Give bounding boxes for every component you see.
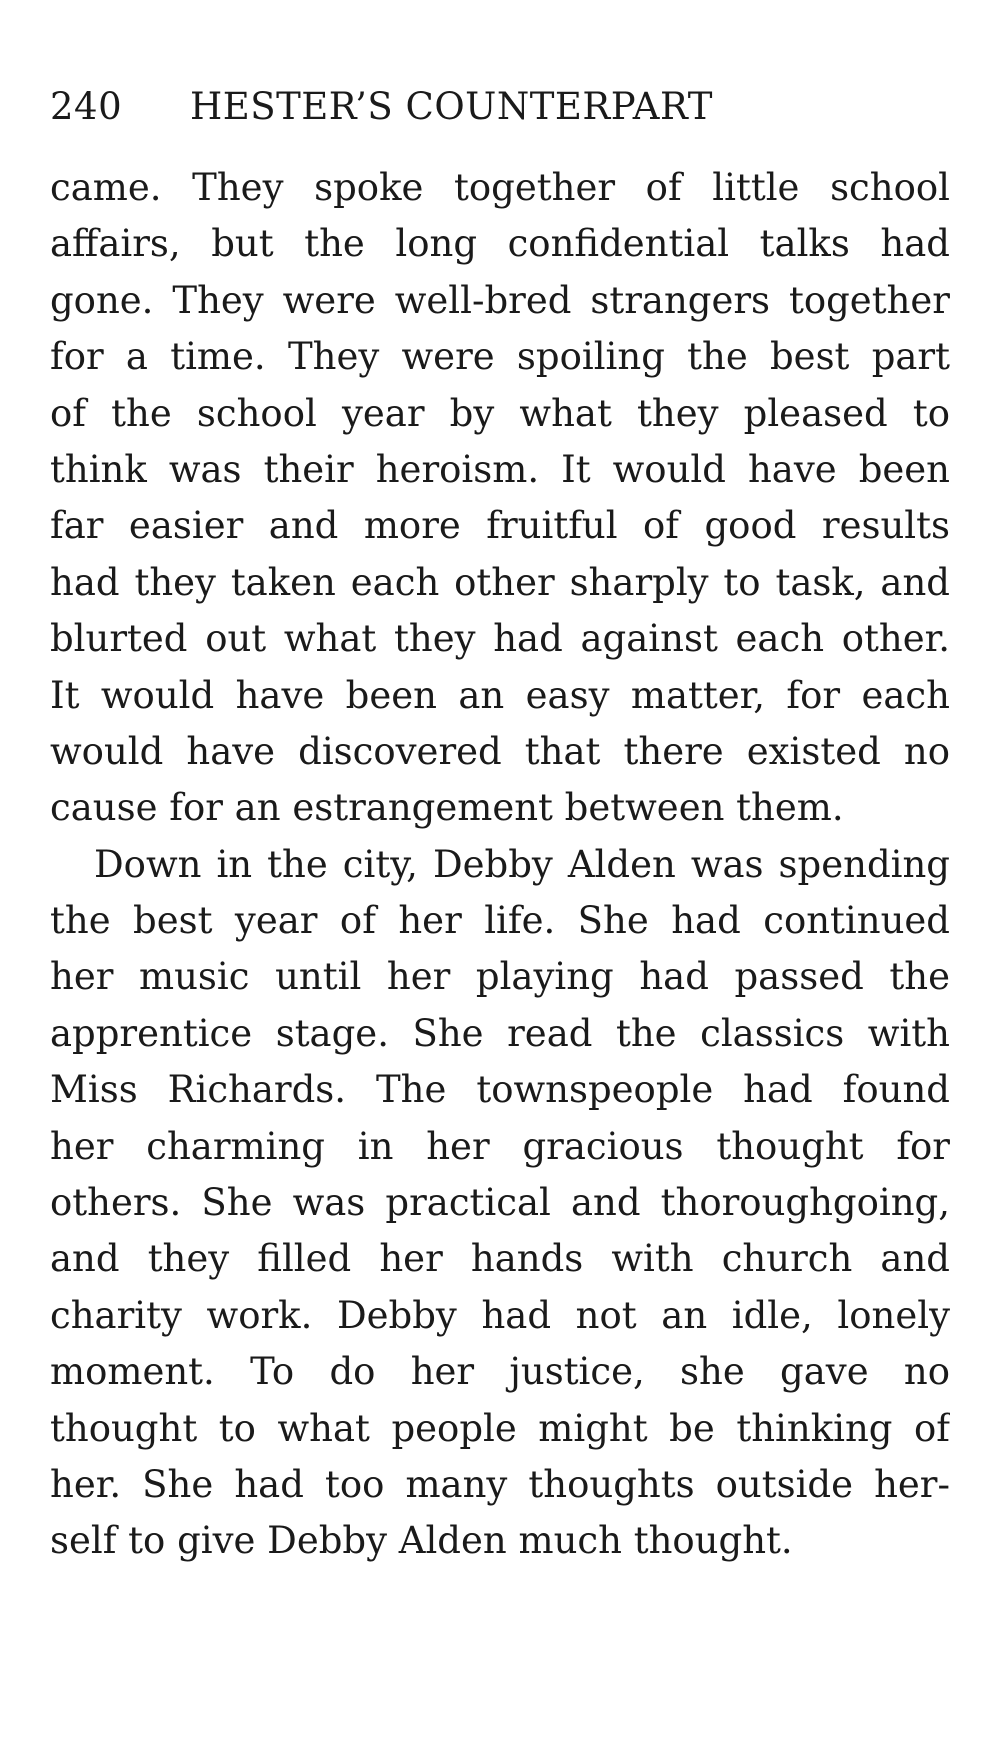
text-line: the best year of her life. She had continued: [50, 899, 950, 943]
text-line: would have discovered that there existed no: [50, 729, 950, 773]
running-title: HESTER’S COUNTERPART: [190, 85, 713, 128]
paragraph-1: [50, 160, 950, 837]
text-line: for a time. They were spoiling the best part: [50, 335, 950, 379]
page-number: 240: [50, 85, 123, 128]
text-line: apprentice stage. She read the classics with: [50, 1011, 950, 1055]
text-line: self to give Debby Alden much thought.: [50, 1519, 793, 1563]
text-line: her charming in her gracious thought for: [50, 1124, 950, 1168]
text-line: thought to what people might be thinking of: [50, 1406, 950, 1450]
text-line: Down in the city, Debby Alden was spending: [94, 842, 950, 886]
text-line: cause for an estrangement between them.: [50, 786, 844, 830]
body-text: [50, 160, 950, 1570]
text-line: Miss Richards. The townspeople had found: [50, 1068, 950, 1112]
text-line: had they taken each other sharply to task, and: [50, 560, 950, 604]
text-line: her. She had too many thoughts outside her-: [50, 1462, 950, 1506]
text-line: and they filled her hands with church and: [50, 1237, 950, 1281]
text-line: far easier and more fruitful of good results: [50, 504, 950, 548]
running-head: [50, 82, 950, 132]
text-line: gone. They were well-bred strangers together: [50, 278, 950, 322]
text-line: her music until her playing had passed the: [50, 955, 950, 999]
text-line: charity work. Debby had not an idle, lonely: [50, 1293, 950, 1337]
paragraph-2: [50, 837, 950, 1570]
text-line: think was their heroism. It would have been: [50, 447, 950, 491]
text-line: blurted out what they had against each other.: [50, 617, 950, 661]
text-line: of the school year by what they pleased to: [50, 391, 950, 435]
text-line: came. They spoke together of little school: [50, 166, 950, 209]
text-line: others. She was practical and thoroughgoing,: [50, 1181, 950, 1225]
text-line: moment. To do her justice, she gave no: [50, 1350, 950, 1394]
text-line: affairs, but the long confidential talks had: [50, 222, 950, 266]
text-line: It would have been an easy matter, for each: [50, 673, 950, 717]
